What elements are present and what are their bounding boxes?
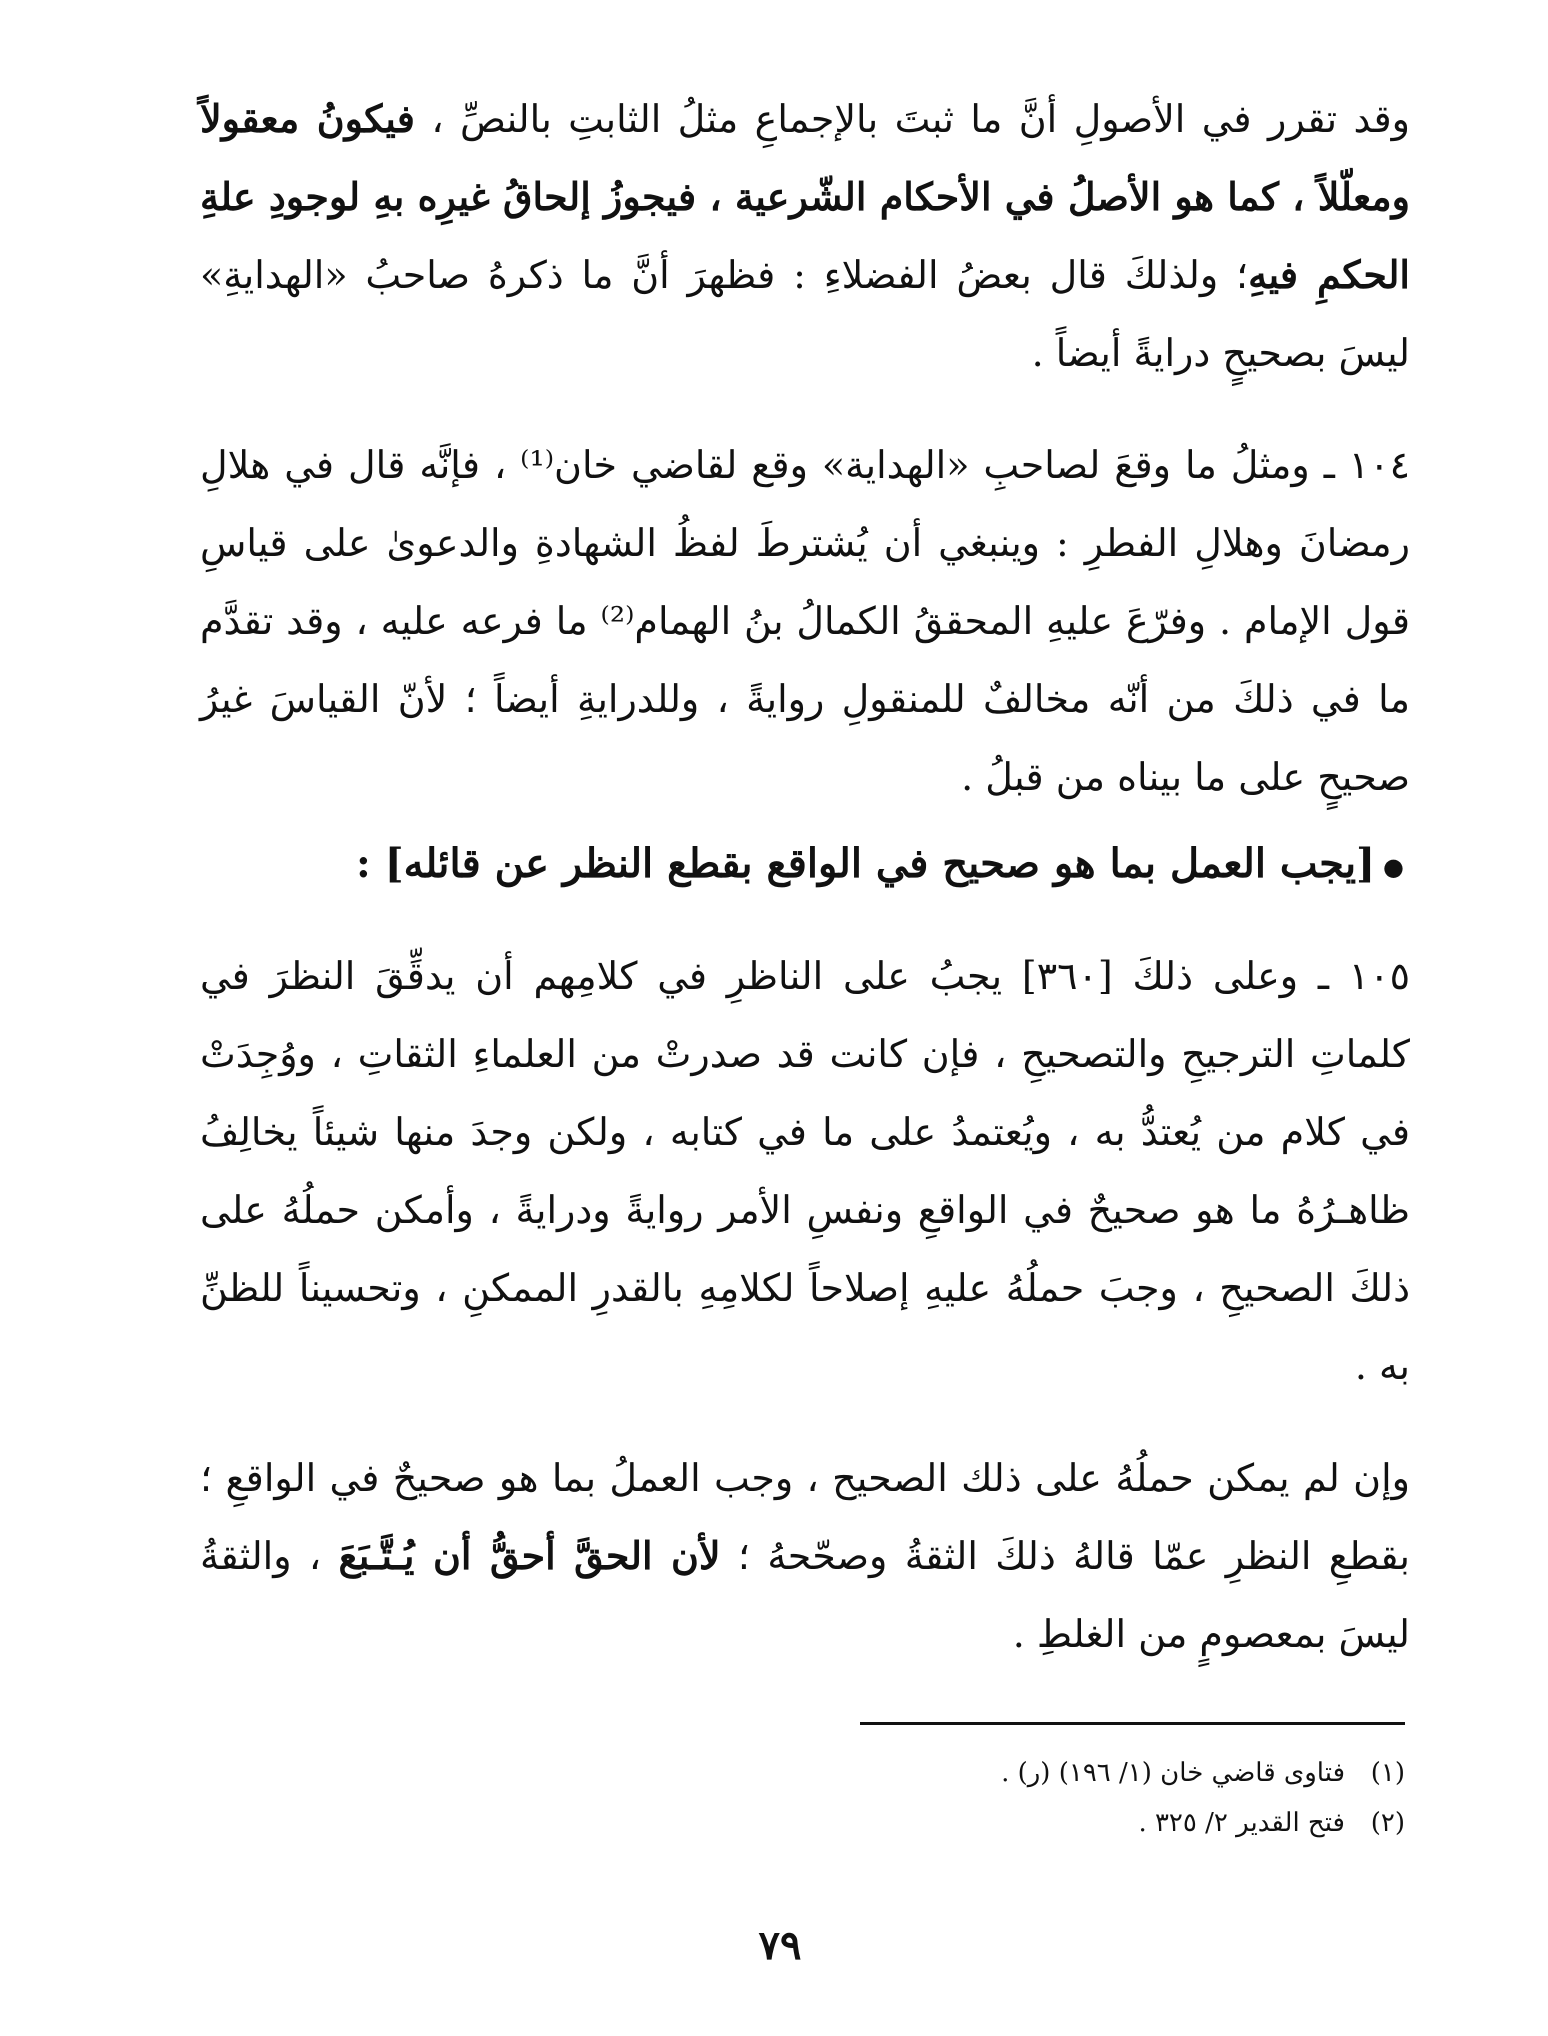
footnote-divider xyxy=(860,1722,1405,1725)
footnotes xyxy=(500,1748,1405,1848)
section-heading-text: [يجب العمل بما هو صحيح في الواقع بقطع النظر عن قائله] : xyxy=(356,840,1376,887)
paragraph-3: ١٠٥ ـ وعلى ذلكَ [٣٦٠] يجبُ على الناظرِ في كلامِهم أن يدقِّقَ النظرَ في كلماتِ الترجيحِ والتصحيحِ ، فإن كانت قد صدرتْ من العلماءِ الثقاتِ ، ووُجِدَتْ في كلام من يُعتدُّ به ، ويُعتمدُ على ما في كتابه ، ولكن وجدَ منها شيئاً يخالِفُ ظاهـرُهُ ما هو صحيحٌ في الواقعِ ونفسِ الأمر روايةً ودرايةً ، وأمكن حملُهُ على ذلكَ الصحيحِ ، وجبَ حملُهُ عليهِ إصلاحاً لكلامِهِ بالقدرِ الممكنِ ، وتحسيناً للظنِّ به . xyxy=(200,954,1410,1388)
footnote-2-number: (٢) xyxy=(1370,1808,1405,1838)
footnote-2 xyxy=(500,1798,1405,1848)
footnote-1-number: (١) xyxy=(1370,1758,1405,1788)
paragraph-1-part-3: ؛ ولذلكَ قال بعضُ الفضلاءِ : فظهرَ أنَّ ما ذكرهُ صاحبُ «الهدايةِ» ليسَ بصحيحٍ درايةً أيضاً . xyxy=(200,253,1410,375)
paragraph-1-bold-part: فيكونُ معقولاً ومعلّلاً ، كما هو الأصلُ في الأحكام الشّرعية ، فيجوزُ إلحاقُ غيرِه بهِ لوجودِ علةِ الحكمِ فيهِ xyxy=(200,96,1410,297)
footnote-1 xyxy=(500,1748,1405,1798)
bullet-icon: ● xyxy=(1383,852,1404,881)
paragraph-1-part-1: وقد تقرر في الأصولِ أنَّ ما ثبتَ بالإجماعِ مثلُ الثابتِ بالنصِّ ، xyxy=(414,97,1410,141)
paragraph-4 xyxy=(200,1439,1410,1673)
footnote-2-text: فتح القدير ٢/ ٣٢٥ . xyxy=(1138,1808,1345,1838)
main-text xyxy=(200,80,1410,1673)
paragraph-2: ١٠٤ ـ ومثلُ ما وقعَ لصاحبِ «الهداية» وقع لقاضي خان⁽¹⁾ ، فإنَّه قال في هلالِ رمضانَ وهلالِ الفطرِ : وينبغي أن يُشترطَ لفظُ الشهادةِ والدعوىٰ على قياسِ قول الإمام . وفرّعَ عليهِ المحققُ الكمالُ بنُ الهمام⁽²⁾ ما فرعه عليه ، وقد تقدَّم ما في ذلكَ من أنّه مخالفٌ للمنقولِ روايةً ، وللدرايةِ أيضاً ؛ لأنّ القياسَ غيرُ صحيحٍ على ما بيناه من قبلُ . xyxy=(200,443,1410,799)
footnote-1-text: فتاوى قاضي خان (١/ ١٩٦) (ر) . xyxy=(1001,1758,1345,1788)
paragraph-4-part-1: وإن لم يمكن حملُهُ على ذلك الصحيح ، وجب العملُ بما هو صحيحٌ في الواقعِ ؛ بقطعِ النظرِ عمّا قالهُ ذلكَ الثقةُ وصحّحهُ ؛ xyxy=(200,1456,1410,1578)
section-heading xyxy=(200,822,1410,909)
paragraph-4-bold-part: لأن الحقَّ أحقُّ أن يُـتَّـبَعَ xyxy=(338,1533,721,1578)
paragraph-1 xyxy=(200,80,1410,392)
paragraph-4-part-3: ، والثقةُ ليسَ بمعصومٍ من الغلطِ . xyxy=(200,1534,1410,1656)
page-number: ٧٩ xyxy=(758,1922,802,1969)
